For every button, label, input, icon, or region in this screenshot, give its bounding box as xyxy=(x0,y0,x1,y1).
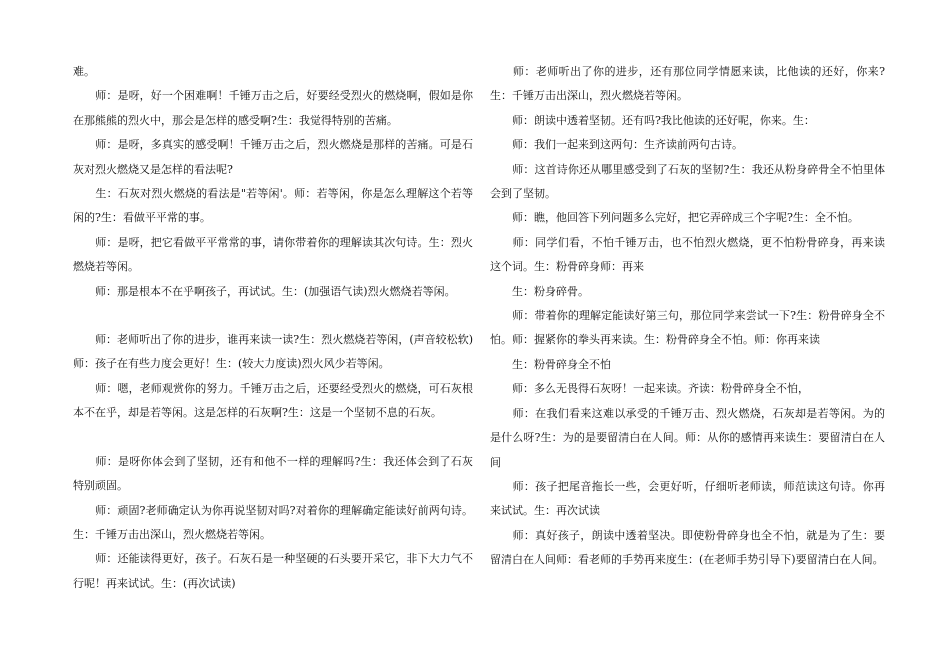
paragraph: 师：那是根本不在乎啊孩子，再试试。生：(加强语气读)烈火燃烧若等闲。 xyxy=(73,284,456,298)
paragraph: 师：是呀，多真实的感受啊！千锤万击之后，烈火燃烧是那样的苦痛。可是石灰对烈火燃烧又是怎样的看法呢? xyxy=(73,138,473,176)
paragraph: 师：孩子把尾音拖长一些，会更好听，仔细听老师读，师范读这句诗。你再来试试。生：再次试读 xyxy=(490,479,885,518)
paragraph: 生：石灰对烈火燃烧的看法是"若等闲'。师：若等闲，你是怎么理解这个若等闲的?生：看做平平常的事。 xyxy=(73,187,473,225)
paragraph: 师：瞧，他回答下列问题多么完好，把它弄碎成三个字呢?生：全不怕。 xyxy=(490,211,859,225)
paragraph: 师：顽固?老师确定认为你再说坚韧对吗?对着你的理解确定能读好前两句诗。生：千锤万击出深山，烈火燃烧若等闲。 xyxy=(73,503,473,541)
paragraph: 师：多么无畏得石灰呀！一起来读。齐读：粉骨碎身全不怕， xyxy=(490,382,809,396)
paragraph: 难。 xyxy=(73,65,95,78)
paragraph: 师：在我们看来这难以承受的千锤万击、烈火燃烧，石灰却是若等闲。为的是什么呀?生：为的是要留清白在人间。师：从你的感情再来读生：要留清白在人间 xyxy=(490,406,885,469)
paragraph-gap xyxy=(73,426,473,450)
paragraph: 师：老师听出了你的进步，还有那位同学情愿来读，比他读的还好，你来?生：千锤万击出深山，烈火燃烧若等闲。 xyxy=(490,65,885,103)
paragraph: 师：同学们看，不怕千锤万击，也不怕烈火燃烧，更不怕粉骨碎身，再来读这个词。生：粉骨碎身师：再来 xyxy=(490,235,885,274)
paragraph: 师：还能读得更好，孩子。石灰石是一种坚硬的石头要开采它，非下大力气不行呢！再来试试。生：(再次试读) xyxy=(73,552,473,590)
paragraph: 师：这首诗你还从哪里感受到了石灰的坚韧?生：我还从粉身碎骨全不怕里体会到了坚韧。 xyxy=(490,162,885,201)
paragraph: 师：朗读中透着坚韧。还有吗?我比他读的还好呢，你来。生： xyxy=(490,113,815,127)
left-column xyxy=(73,60,473,596)
paragraph: 师：是呀，把它看做平平常常的事，请你带着你的理解读其次句诗。生：烈火燃烧若等闲。 xyxy=(73,235,473,274)
paragraph: 师：老师听出了你的进步，谁再来读一读?生：烈火燃烧若等闲，(声音较松软)师：孩子在有些力度会更好！生：(较大力度读)烈火风少若等闲。 xyxy=(73,333,473,371)
paragraph: 师：嗯，老师观赏你的努力。千锤万击之后，还要经受烈火的燃烧，可石灰根本不在乎，却是若等闲。这是怎样的石灰啊?生：这是一个坚韧不息的石灰。 xyxy=(73,381,473,420)
paragraph: 师：真好孩子，朗读中透着坚决。即使粉骨碎身也全不怕，就是为了生：要留清白在人间师：看老师的手势再来度生：(在老师手势引导下)要留清白在人间。 xyxy=(490,528,885,567)
right-column xyxy=(490,60,885,573)
paragraph: 师：是呀，好一个困难啊！千锤万击之后，好要经受烈火的燃烧啊，假如是你在那熊熊的烈火中，那会是怎样的感受啊?生：我觉得特别的苦痛。 xyxy=(73,89,473,127)
paragraph: 生：粉身碎骨。 xyxy=(490,284,589,298)
paragraph: 师：我们一起来到这两句：生齐读前两句古诗。 xyxy=(490,138,743,152)
paragraph-gap xyxy=(73,304,473,328)
paragraph: 生：粉骨碎身全不怕 xyxy=(490,357,611,371)
paragraph: 师：带着你的理解定能读好第三句，那位同学来尝试一下?生：粉骨碎身全不怕。师：握紧你的拳头再来读。生：粉骨碎身全不怕。师：你再来读 xyxy=(490,309,885,347)
paragraph: 师：是呀你体会到了坚韧，还有和他不一样的理解吗?生：我还体会到了石灰特别顽固。 xyxy=(73,454,473,493)
